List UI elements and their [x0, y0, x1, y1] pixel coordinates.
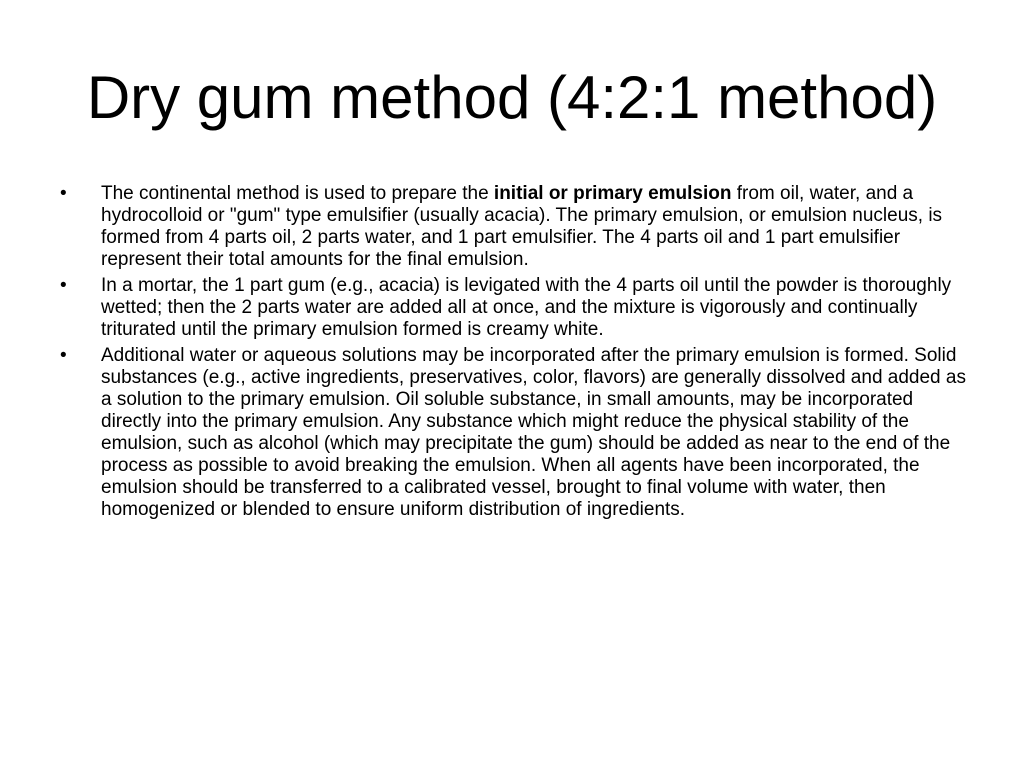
bullet-text-bold: initial or primary emulsion: [493, 183, 732, 204]
bullet-marker: •: [60, 275, 67, 296]
bullet-text: Additional water or aqueous solutions may be incorporated after the primary emulsion is formed. Solid substances (e.g., active ingredients, preservatives, color, flavors) are generally dissolved and added as a solution to the primary emulsion. Oil soluble substance, in small amounts, may be incorporated directly into the primary emulsion. Any substance which might reduce the physical stability of the emulsion, such as alcohol (which may precipitate the gum) should be added as near to the end of the process as possible to avoid breaking the emulsion. When all agents have been incorporated, the emulsion should be transferred to a calibrated vessel, brought to final volume with water, then homogenized or blended to ensure uniform distribution of ingredients.: [101, 345, 966, 520]
slide-title: Dry gum method (4:2:1 method): [86, 64, 938, 131]
bullet-text-before: The continental method is used to prepare the: [101, 183, 494, 204]
bullet-item-2: [60, 275, 970, 341]
bullet-item-3: [60, 345, 970, 521]
bullet-marker: •: [60, 183, 67, 204]
bullet-list: [60, 183, 970, 525]
bullet-text: In a mortar, the 1 part gum (e.g., acacia) is levigated with the 4 parts oil until the powder is thoroughly wetted; then the 2 parts water are added all at once, and the mixture is vigorously and continually triturated until the primary emulsion formed is creamy white.: [101, 275, 952, 340]
bullet-marker: •: [60, 345, 67, 366]
bullet-item-1: [60, 183, 970, 271]
bullet-text-after: from oil, water, and a hydrocolloid or "gum" type emulsifier (usually acacia). The primary emulsion, or emulsion nucleus, is formed from 4 parts oil, 2 parts water, and 1 part emulsifier. The 4 parts oil and 1 part emulsifier represent their total amounts for the final emulsion.: [101, 183, 943, 270]
